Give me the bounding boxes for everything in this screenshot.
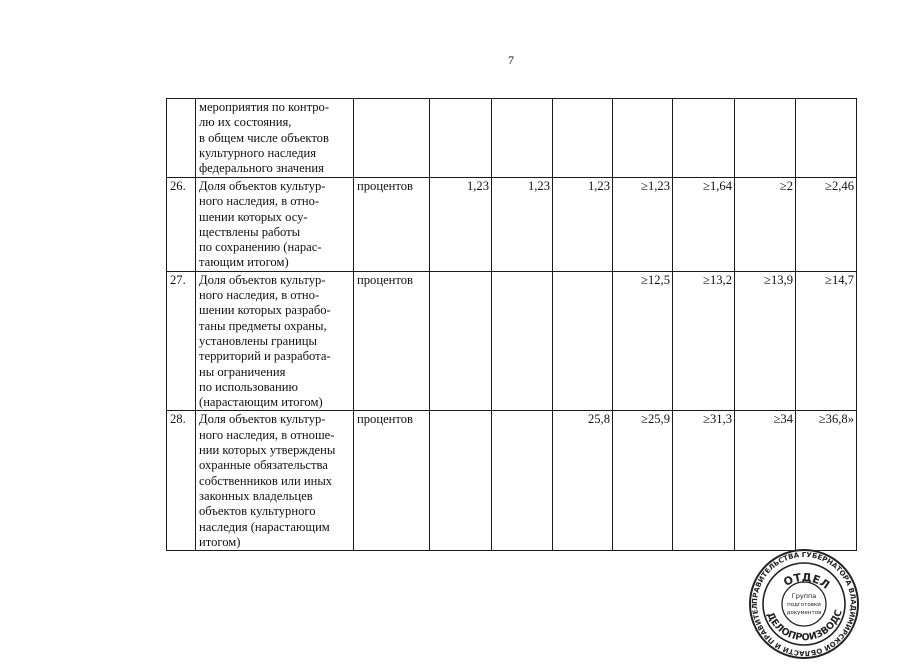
indicator-name-line: ного наследия, в отно- xyxy=(199,288,320,303)
value-cell xyxy=(430,99,492,178)
table-row xyxy=(167,411,857,551)
value-cell: ≥13,9 xyxy=(735,271,796,411)
indicator-name-line: объектов культурного xyxy=(199,504,316,519)
stamp-title: ОТДЕЛ xyxy=(781,570,832,592)
indicator-name-line: территорий и разработа- xyxy=(199,349,331,364)
row-number: 26. xyxy=(167,178,196,272)
indicator-name-line: наследия (нарастающим xyxy=(199,519,330,534)
stamp-seal xyxy=(748,548,860,660)
value-cell: 1,23 xyxy=(492,178,553,272)
value-cell: ≥1,64 xyxy=(673,178,735,272)
indicator-name xyxy=(196,411,354,551)
indicator-name-line: итогом) xyxy=(199,534,241,549)
row-number xyxy=(167,99,196,178)
value-cell: ≥14,7 xyxy=(796,271,857,411)
stamp-center-line-2: подготовки xyxy=(787,602,821,608)
stamp-ring-text: ПРАВИТЕЛЬСТВА ГУБЕРНАТОРА ВЛАДИМИРСКОЙ ОБЛАСТИ И ПРАВИТЕЛ xyxy=(750,550,858,658)
table-row xyxy=(167,99,857,178)
indicator-name xyxy=(196,271,354,411)
value-cell: ≥31,3 xyxy=(673,411,735,551)
indicator-name-line: культурного наследия xyxy=(199,145,317,160)
row-number: 27. xyxy=(167,271,196,411)
table-body xyxy=(167,99,857,551)
stamp-center-line-3: документов xyxy=(786,610,822,616)
stamp-center-line-1: Группа xyxy=(791,592,817,600)
value-cell xyxy=(553,99,613,178)
value-cell xyxy=(492,271,553,411)
indicator-name-line: по сохранению (нарас- xyxy=(199,240,322,255)
value-cell xyxy=(673,99,735,178)
indicator-name xyxy=(196,99,354,178)
value-cell: ≥34 xyxy=(735,411,796,551)
value-cell: ≥2,46 xyxy=(796,178,857,272)
indicator-name-line: мероприятия по контро- xyxy=(199,100,330,114)
indicator-name-line: шении которых осу- xyxy=(199,209,308,224)
value-cell xyxy=(492,99,553,178)
indicator-name-line: ществлены работы xyxy=(199,224,301,239)
row-number: 28. xyxy=(167,411,196,551)
value-cell xyxy=(430,271,492,411)
value-cell: 25,8 xyxy=(553,411,613,551)
table-row xyxy=(167,271,857,411)
value-cell xyxy=(492,411,553,551)
indicator-name xyxy=(196,178,354,272)
indicator-name-line: законных владельцев xyxy=(199,488,313,503)
value-cell: 1,23 xyxy=(553,178,613,272)
stamp-subtitle: ДЕЛОПРОИЗВОДС xyxy=(764,608,845,644)
value-cell: 1,23 xyxy=(430,178,492,272)
indicator-name-line: Доля объектов культур- xyxy=(199,179,326,193)
value-cell: ≥1,23 xyxy=(613,178,673,272)
indicator-name-line: охранные обязательства xyxy=(199,458,328,473)
value-cell xyxy=(613,99,673,178)
value-cell: ≥12,5 xyxy=(613,271,673,411)
value-cell xyxy=(553,271,613,411)
indicator-name-line: лю их состояния, xyxy=(199,115,292,130)
indicator-name-line: шении которых разрабо- xyxy=(199,303,331,318)
value-cell xyxy=(430,411,492,551)
unit-cell: процентов xyxy=(354,178,430,272)
indicator-name-line: Доля объектов культур- xyxy=(199,412,326,427)
page-number: 7 xyxy=(508,53,514,67)
indicator-name-line: установлены границы xyxy=(199,333,317,348)
indicator-name-line: таны предметы охраны, xyxy=(199,318,327,333)
indicator-name-line: федерального значения xyxy=(199,161,324,176)
indicator-name-line: ны ограничения xyxy=(199,364,286,379)
unit-cell: процентов xyxy=(354,271,430,411)
indicator-name-line: по использованию xyxy=(199,379,298,394)
indicator-name-line: Доля объектов культур- xyxy=(199,272,326,287)
unit-cell xyxy=(354,99,430,178)
office-stamp xyxy=(748,548,860,658)
value-cell: ≥25,9 xyxy=(613,411,673,551)
indicators-table xyxy=(166,98,857,551)
indicator-name-line: в общем числе объектов xyxy=(199,130,329,145)
indicator-name-line: тающим итогом) xyxy=(199,255,289,270)
value-cell: ≥2 xyxy=(735,178,796,272)
indicator-name-line: собственников или иных xyxy=(199,473,333,488)
value-cell: ≥13,2 xyxy=(673,271,735,411)
unit-cell: процентов xyxy=(354,411,430,551)
table-row xyxy=(167,178,857,272)
value-cell xyxy=(796,99,857,178)
indicator-name-line: ного наследия, в отноше- xyxy=(199,427,335,442)
value-cell xyxy=(735,99,796,178)
indicator-name-line: ного наследия, в отно- xyxy=(199,194,320,209)
indicator-name-line: нии которых утверждены xyxy=(199,443,336,458)
indicator-name-line: (нарастающим итогом) xyxy=(199,395,323,410)
value-cell: ≥36,8» xyxy=(796,411,857,551)
